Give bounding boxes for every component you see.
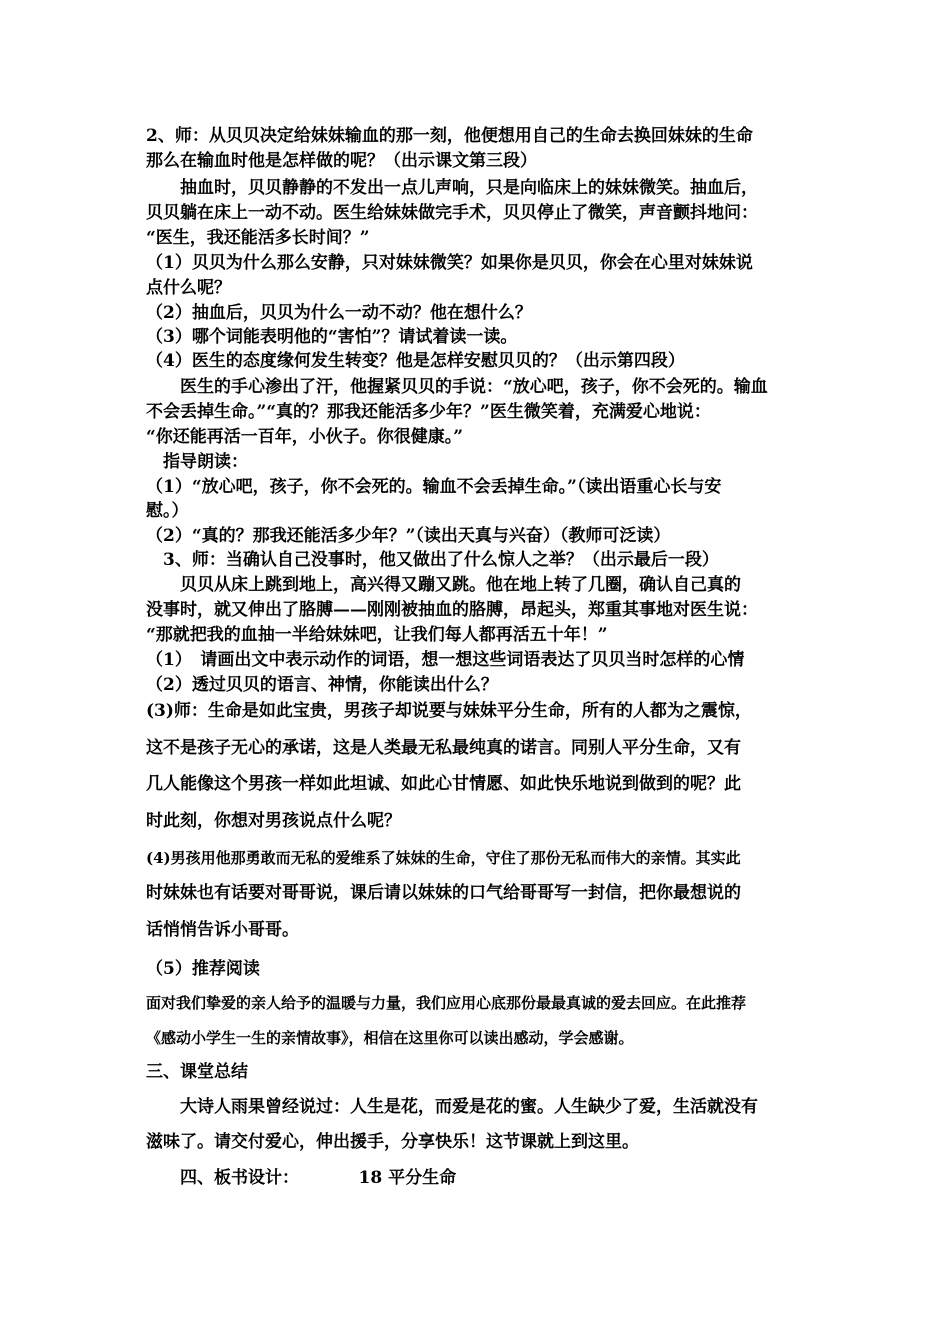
text-line: “你还能再活一百年，小伙子。你很健康。” — [146, 427, 464, 447]
text-line: （2）“真的？那我还能活多少年？”（读出天真与兴奋）（教师可泛读） — [146, 526, 671, 546]
text-line: （1）贝贝为什么那么安静，只对妹妹微笑？如果你是贝贝，你会在心里对妹妹说 — [146, 253, 753, 273]
text-line: 《感动小学生一生的亲情故事》，相信在这里你可以读出感动，学会感谢。 — [146, 1029, 634, 1047]
text-line: 大诗人雨果曾经说过：人生是花，而爱是花的蜜。人生缺少了爱，生活就没有 — [146, 1097, 758, 1117]
board-design-line: 四、板书设计： 18 平分生命 — [146, 1168, 457, 1188]
text-line: 抽血时，贝贝静静的不发出一点儿声响，只是向临床上的妹妹微笑。抽血后， — [146, 178, 758, 198]
text-line: 2、师：从贝贝决定给妹妹输血的那一刻，他便想用自己的生命去换回妹妹的生命 — [146, 126, 753, 146]
text-line: “医生，我还能活多长时间？” — [146, 228, 370, 248]
text-line: 3、师：当确认自己没事时，他又做出了什么惊人之举？（出示最后一段） — [146, 550, 719, 570]
text-line: （1） 请画出文中表示动作的词语，想一想这些词语表达了贝贝当时怎样的心情 — [146, 650, 745, 670]
section-heading: 三、课堂总结 — [146, 1062, 248, 1082]
text-line: 几人能像这个男孩一样如此坦诚、如此心甘情愿、如此快乐地说到做到的呢？此 — [146, 774, 741, 794]
text-line: 贝贝躺在床上一动不动。医生给妹妹做完手术，贝贝停止了微笑，声音颤抖地问： — [146, 203, 758, 223]
text-line: 时妹妹也有话要对哥哥说，课后请以妹妹的口气给哥哥写一封信，把你最想说的 — [146, 883, 741, 903]
text-line: “那就把我的血抽一半给妹妹吧，让我们每人都再活五十年！” — [146, 625, 608, 645]
text-line: （3）哪个词能表明他的“害怕”？请试着读一读。 — [146, 327, 518, 347]
text-line: 没事时，就又伸出了胳膊——刚刚被抽血的胳膊，昂起头，郑重其事地对医生说： — [146, 600, 758, 620]
text-line: （1）“放心吧，孩子，你不会死的。输血不会丢掉生命。”（读出语重心长与安 — [146, 477, 722, 497]
text-line: （5）推荐阅读 — [146, 959, 260, 979]
text-line: 时此刻，你想对男孩说点什么呢？ — [146, 811, 401, 831]
text-line: 点什么呢？ — [146, 278, 231, 298]
text-line: 话悄悄告诉小哥哥。 — [146, 920, 299, 940]
text-line: (3)师：生命是如此宝贵，男孩子却说要与妹妹平分生命，所有的人都为之震惊， — [146, 701, 752, 721]
text-line: 这不是孩子无心的承诺，这是人类最无私最纯真的诺言。同别人平分生命，又有 — [146, 738, 741, 758]
text-line: 那么在输血时他是怎样做的呢？（出示课文第三段） — [146, 151, 537, 171]
text-line: 医生的手心渗出了汗，他握紧贝贝的手说：“放心吧，孩子，你不会死的。输血 — [146, 377, 768, 397]
text-line: （2）抽血后，贝贝为什么一动不动？他在想什么？ — [146, 303, 532, 323]
text-line: 面对我们挚爱的亲人给予的温暖与力量，我们应用心底那份最最真诚的爱去回应。在此推荐 — [146, 994, 747, 1012]
text-line: (4)男孩用他那勇敢而无私的爱维系了妹妹的生命，守住了那份无私而伟大的亲情。其实此 — [146, 849, 741, 867]
text-line: （4）医生的态度缘何发生转变？他是怎样安慰贝贝的？（出示第四段） — [146, 351, 685, 371]
text-line: 指导朗读： — [146, 452, 248, 472]
text-line: 不会丢掉生命。”“真的？那我还能活多少年？”医生微笑着，充满爱心地说： — [146, 402, 711, 422]
text-line: （2）透过贝贝的语言、神情，你能读出什么？ — [146, 675, 498, 695]
text-line: 慰。） — [146, 501, 189, 521]
text-line: 贝贝从床上跳到地上，高兴得又蹦又跳。他在地上转了几圈，确认自己真的 — [146, 575, 741, 595]
text-line: 滋味了。请交付爱心，伸出援手，分享快乐！这节课就上到这里。 — [146, 1132, 639, 1152]
